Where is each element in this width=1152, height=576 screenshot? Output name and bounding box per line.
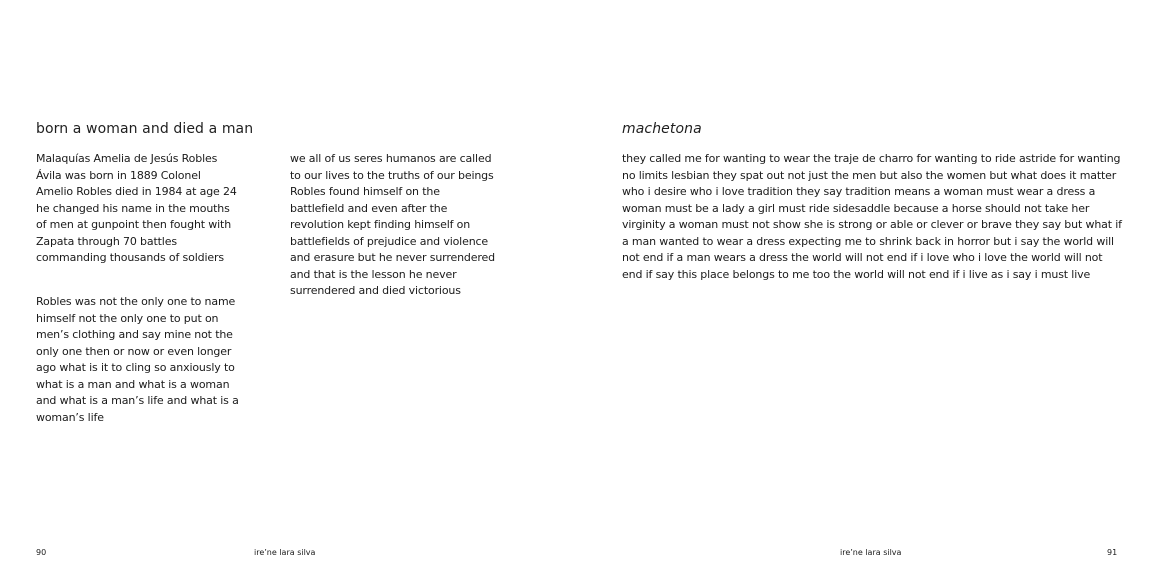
left-column-stanza-1: Malaquías Amelia de Jesús Robles Ávila was born in 1889 Colonel Amelio Robles died in 1984 at age 24 he changed his name in the mouths of men at gunpoint then fought with Zapata through 70 battles commanding thousands of soldiers <box>36 152 237 264</box>
right-poem-body: they called me for wanting to wear the traje de charro for wanting to ride astride for wanting no limits lesbian they spat out not just the men but also the women but what does it matter who i desire who i love tradition they say tradition means a woman must wear a dress a woman must be a lady a girl must ride sidesaddle because a horse should not take her virginity a woman must not show she is strong or able or clever or brave they say but what if a man wanted to wear a dress expecting me to shrink back in horror but i say the world will not end if a man wears a dress the world will not end if i love who i love the world will not end if say this place belongs to me too the world will not end if i live as i say i must live <box>622 152 1122 281</box>
left-column-stanza-2: Robles was not the only one to name himself not the only one to put on men’s clothing and say mine not the only one then or now or even longer ago what is it to cling so anxiously to what is a man and what is a woman and what is a man’s life and what is a woman’s life <box>36 295 239 424</box>
poem-title-left: born a woman and died a man <box>36 121 254 137</box>
running-footer-left: ire’ne lara silva <box>254 548 316 557</box>
middle-column-stanza: we all of us seres humanos are called to our lives to the truths of our beings Robles found himself on the battlefield and even after the revolution kept finding himself on battlefields of prejudice and violence and erasure but he never surrendered and that is the lesson he never surrendered and died victorious <box>290 152 495 297</box>
page-number-left: 90 <box>36 548 47 557</box>
page-number-right: 91 <box>1107 548 1118 557</box>
poem-title-right: machetona <box>622 121 702 137</box>
right-page <box>576 0 1152 576</box>
running-footer-right: ire’ne lara silva <box>840 548 902 557</box>
